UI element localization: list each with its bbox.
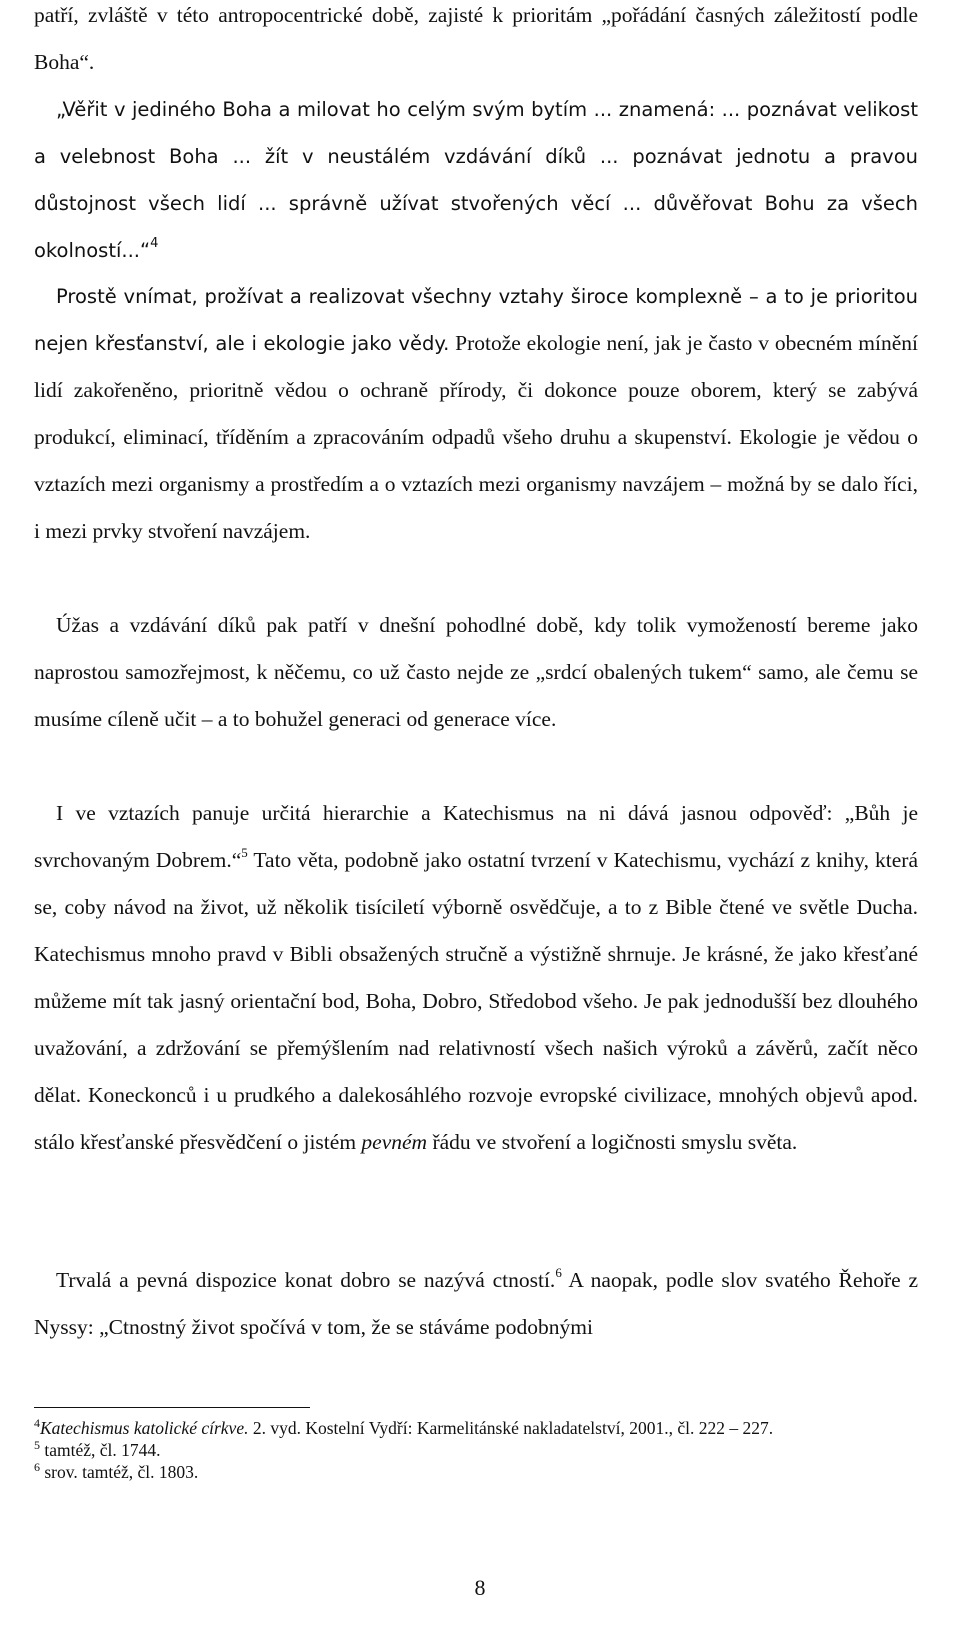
- footnote-ref-6[interactable]: 6: [555, 1265, 562, 1280]
- footnote-6: $^6$ srov. tamtéž, čl. 1803.: [34, 1460, 199, 1482]
- ecology-serif-text: Protože ekologie není, jak je často v obecném mínění lidí zakořeněno, prioritně vědou o ochraně přírody, či dokonce pouze oborem, který se zabývá produkcí, eliminací, tříděním a zpracováním odpadů všeho druhu a skupenství. Ekologie je vědou o vztazích mezi organismy a prostředím a o vztazích mezi organismy navzájem – možná by se dalo říci, i mezi prvky stvoření navzájem.: [34, 331, 918, 543]
- footnote-divider: [34, 1407, 310, 1408]
- ecology-sans-text: Prostě vnímat, prožívat a realizovat všechny vztahy široce komplexně – a to je prioritou nejen křesťanství, ale i ekologie jako vědy.: [34, 285, 918, 355]
- quote-text: „Věřit v jediného Boha a milovat ho celým svým bytím ... znamená: ... poznávat velikost a velebnost Boha ... žít v neustálém vzdávání díků ... poznávat jednotu a pravou důstojnost všech lidí ... správně užívat stvořených věcí ... důvěřovat Bohu za všech okolností...“: [34, 98, 918, 262]
- footnote-4: $^4$Katechismus katolické církve. 2. vyd. Kostelní Vydří: Karmelitánské nakladatelství, 2001., čl. 222 – 227.: [34, 1416, 774, 1438]
- ecology-paragraph: [34, 273, 918, 555]
- footnote-ref-4[interactable]: 4: [150, 236, 159, 251]
- intro-paragraph: patří, zvláště v této antropocentrické době, zajisté k prioritám „pořádání časných záležitostí podle Boha“.: [34, 3, 918, 74]
- gratitude-paragraph: Úžas a vzdávání díků pak patří v dnešní pohodlné době, kdy tolik vymožeností bereme jako naprostou samozřejmost, k něčemu, co už často nejde ze „srdcí obalených tukem“ samo, ale čemu se musíme cíleně učit – a to bohužel generaci od generace více.: [34, 613, 918, 731]
- footnotes: [34, 1417, 954, 1483]
- quote-paragraph: [34, 86, 918, 274]
- hierarchy-paragraph: I ve vztazích panuje určitá hierarchie a Katechismus na ni dává jasnou odpověď: „Bůh je svrchovaným Dobrem.“$^5$ Tato věta, podobně jako ostatní tvrzení v Katechismu, vychází z knihy, která se, coby návod na život, už několik tisíciletí výborně osvědčuje, a to z Bible čtené ve světle Ducha. Katechismus mnoho pravd v Bibli obsažených stručně a výstižně shrnuje. Je krásné, že jako křesťané můžeme mít tak jasný orientační bod, Boha, Dobro, Středobod všeho. Je pak jednodušší bez dlouhého uvažování, a zdržování se přemýšlením nad relativností všech našich výroků a závěrů, začít něco dělat. Koneckonců i u prudkého a dalekosáhlého rozvoje evropské civilizace, mnohých objevů apod. stálo křesťanské přesvědčení o jistém pevném řádu ve stvoření a logičnosti smyslu světa.: [34, 801, 919, 1154]
- virtue-paragraph: Trvalá a pevná dispozice konat dobro se nazývá ctností.$^6$ A naopak, podle slov svatého Řehoře z Nyssy: „Ctnostný život spočívá v tom, že se stáváme podobnými: [34, 1265, 918, 1339]
- footnote-5: $^5$ tamtéž, čl. 1744.: [34, 1438, 161, 1460]
- footnote-ref-5[interactable]: 5: [241, 845, 248, 860]
- page-number: 8: [474, 1575, 486, 1600]
- italic-word: pevném: [361, 1130, 428, 1154]
